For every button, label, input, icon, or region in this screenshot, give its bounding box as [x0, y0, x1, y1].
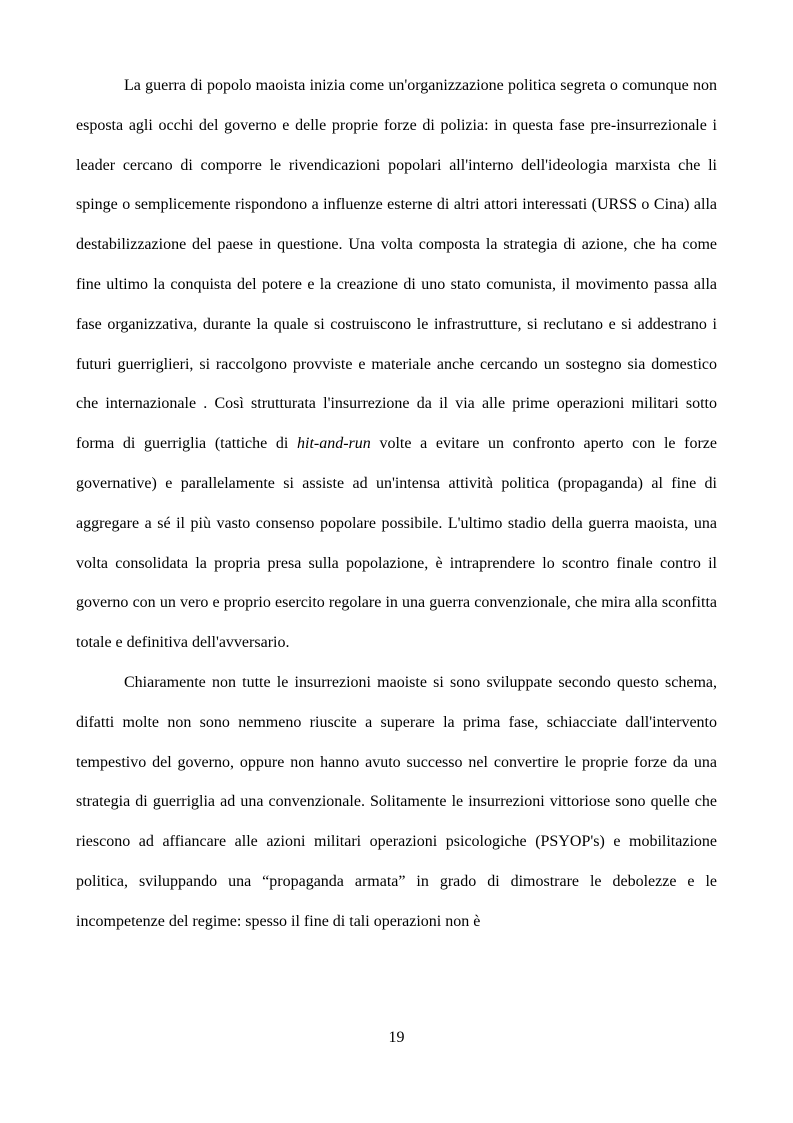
paragraph-1-text-after: volte a evitare un confronto aperto con le forze governative) e parallelamente si assiste ad un'intensa attività politica (propaganda) al fine di aggregare a sé il più vasto consenso popolare possibile. L'ultimo stadio della guerra maoista, una volta consolidata la propria presa sulla popolazione, è intraprendere lo scontro finale contro il governo con un vero e proprio esercito regolare in una guerra convenzionale, che mira alla sconfitta totale e definitiva dell'avversario.: [76, 435, 718, 652]
emphasis-hit-and-run: hit-and-run: [297, 435, 371, 453]
paragraph-2-text: Chiaramente non tutte le insurrezioni maoiste si sono sviluppate secondo questo schema, difatti molte non sono nemmeno riuscite a superare la prima fase, schiacciate dall'intervento tempestivo del governo, oppure non hanno avuto successo nel convertire le proprie forze da una strategia di guerriglia ad una convenzionale. Solitamente le insurrezioni vittoriose sono quelle che riescono ad affiancare alle azioni militari operazioni psicologiche (PSYOP's) e mobilitazione politica, sviluppando una “propaganda armata” in grado di dimostrare le debolezze e le incompetenze del regime: spesso il fine di tali operazioni non è: [76, 673, 717, 930]
paragraph-1-text-before: La guerra di popolo maoista inizia come un'organizzazione politica segreta o comunque non esposta agli occhi del governo e delle proprie forze di polizia: in questa fase pre-insurrezionale i leader cercano di comporre le rivendicazioni popolari all'interno dell'ideologia marxista che li spinge o semplicemente rispondono a influenze esterne di altri attori interessati (URSS o Cina) alla destabilizzazione del paese in questione. Una volta composta la strategia di azione, che ha come fine ultimo la conquista del potere e la creazione di uno stato comunista, il movimento passa alla fase organizzativa, durante la quale si costruiscono le infrastrutture, si reclutano e si addestrano i futuri guerriglieri, si raccolgono provviste e materiale anche cercando un sostegno sia domestico che internazionale . Così strutturata l'insurrezione da il via alle prime operazioni militari sotto forma di guerriglia (tattiche di: [76, 77, 717, 453]
paragraph-1: [76, 66, 717, 663]
page-body: [76, 66, 717, 942]
paragraph-2: [76, 663, 717, 942]
page-number: 19: [388, 1029, 405, 1046]
